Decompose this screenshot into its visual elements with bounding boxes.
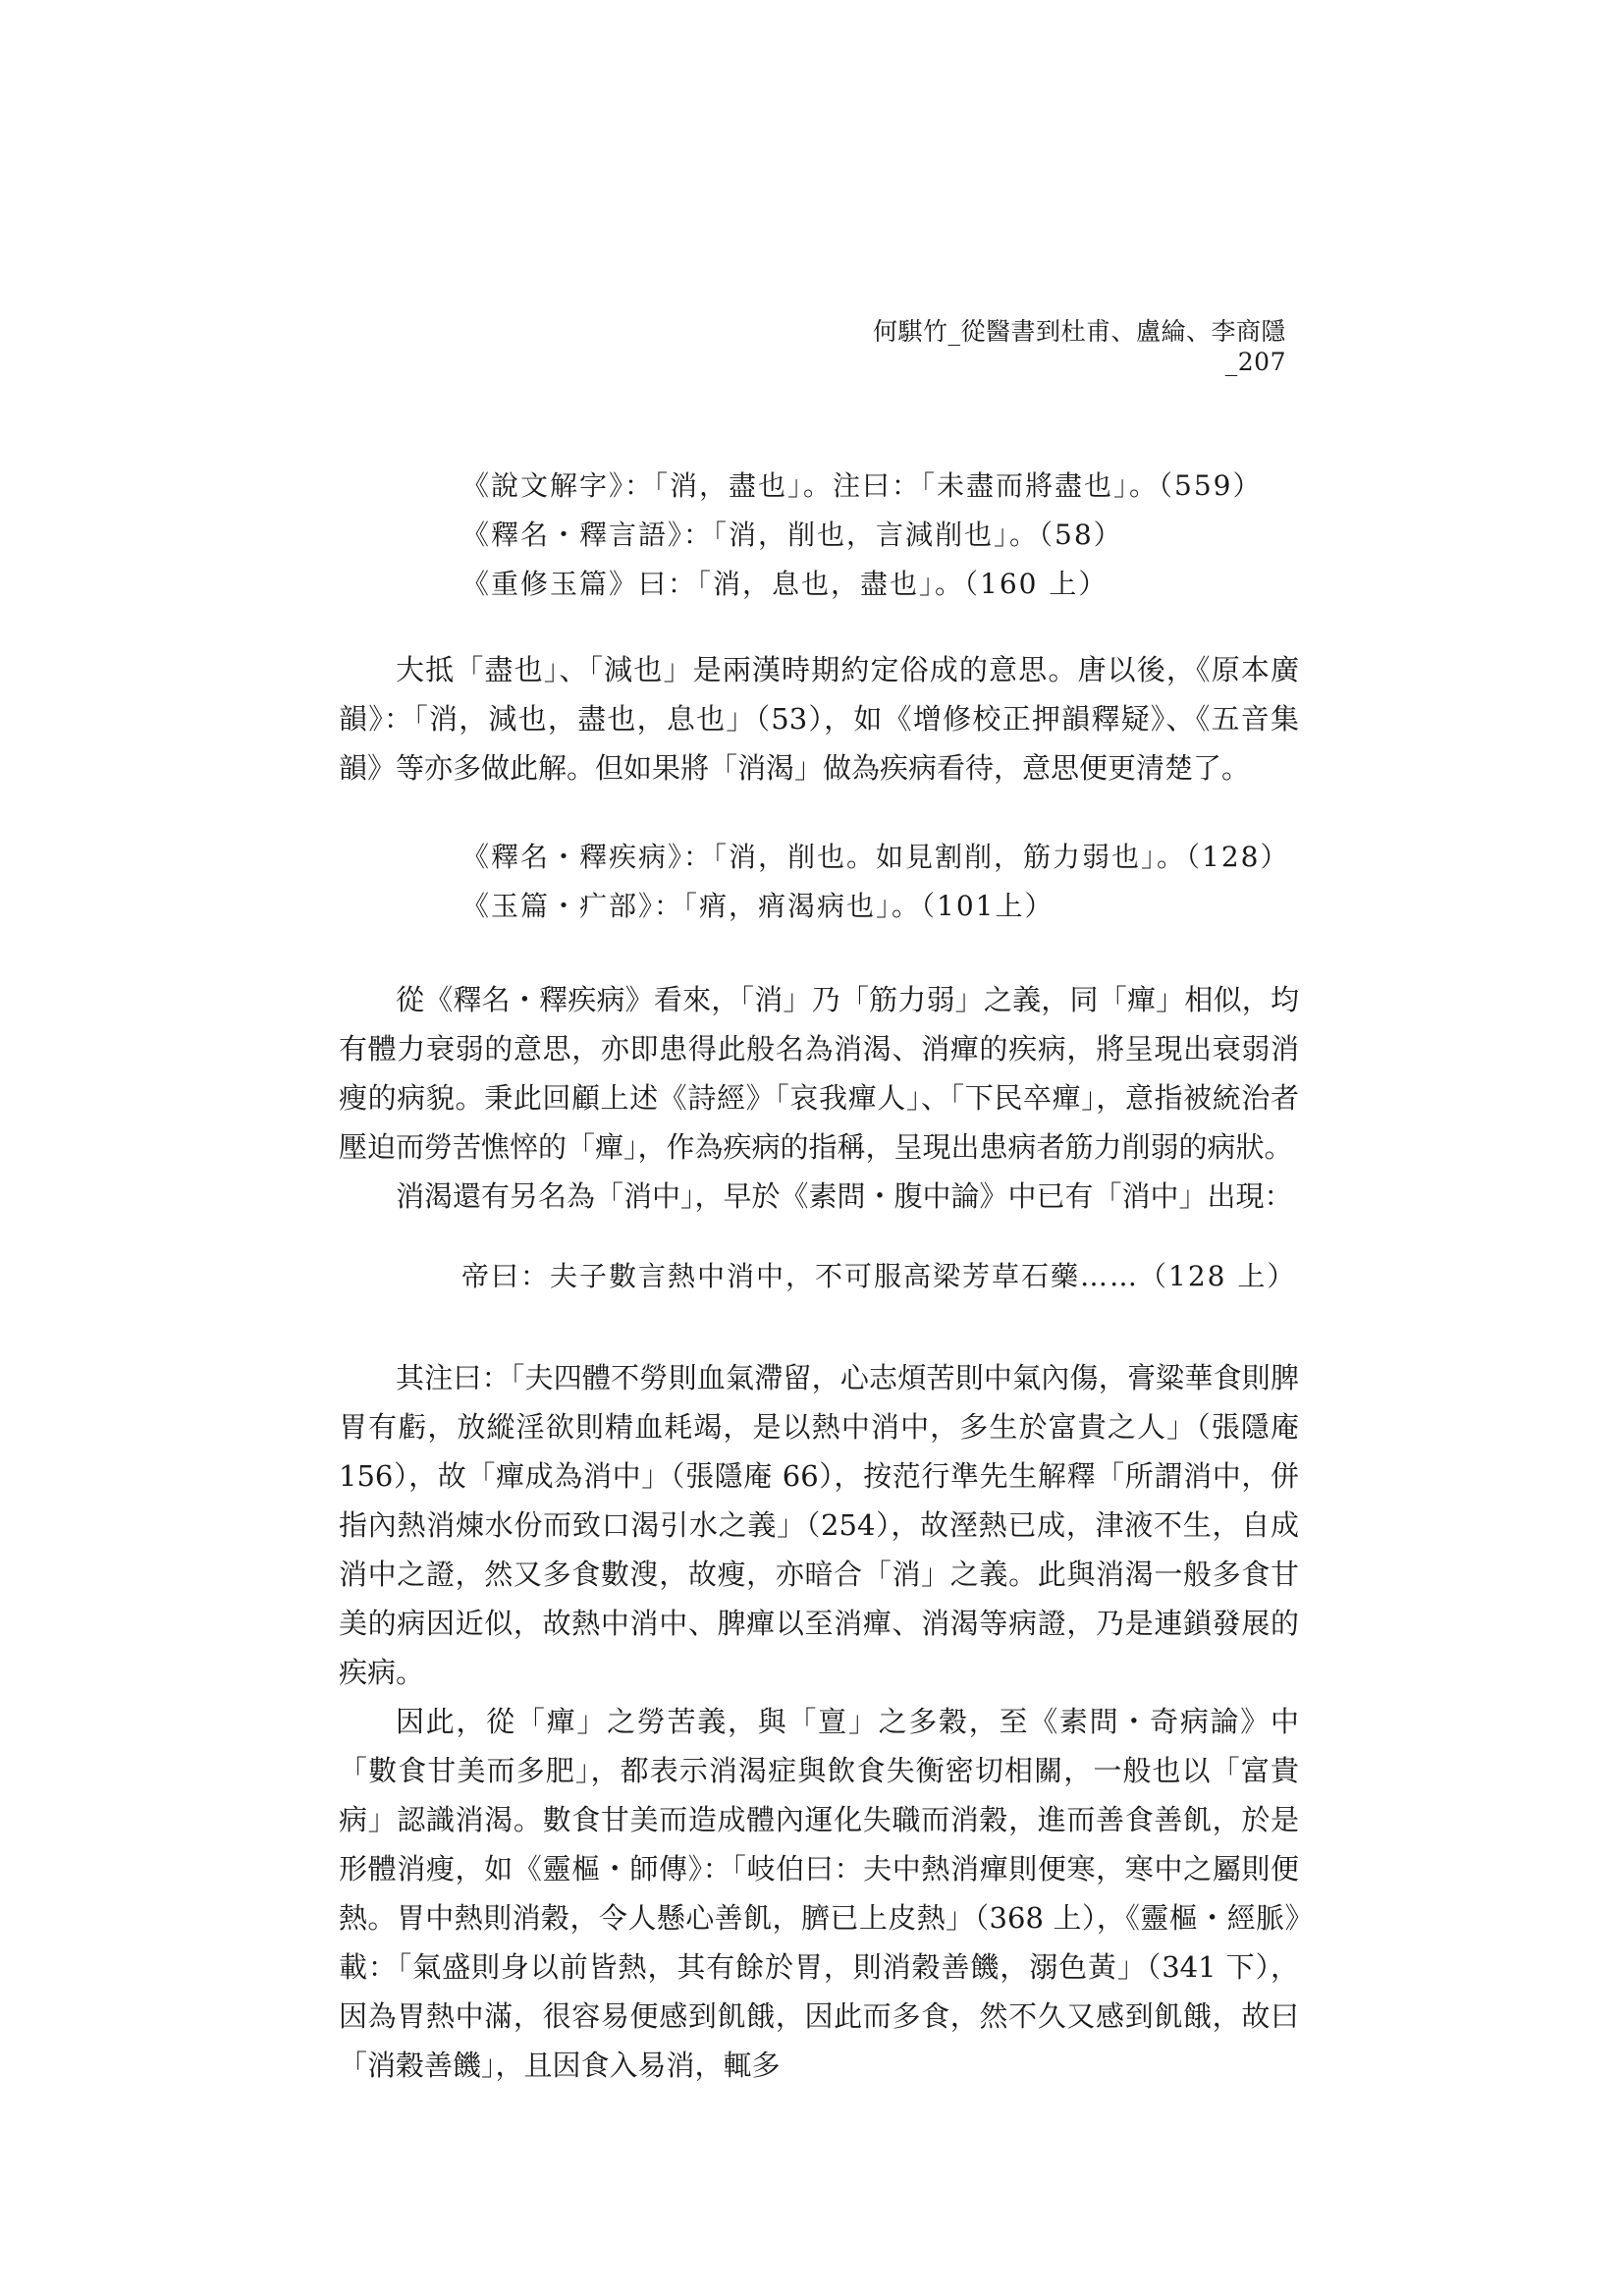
quote-line: 《釋名・釋疾病》：「消，削也。如見割削，筋力弱也」。（128） bbox=[461, 841, 1290, 873]
paragraph-2 bbox=[339, 975, 1299, 1221]
paragraph-text: 消渴還有另名為「消中」，早於《素問・腹中論》中已有「消中」出現： bbox=[396, 1179, 1293, 1213]
paragraph-4 bbox=[339, 1353, 1299, 2090]
quote-line: 帝曰：夫子數言熱中消中，不可服高梁芳草石藥……（128 上） bbox=[461, 1260, 1297, 1292]
quote-line: 《說文解字》：「消，盡也」。注曰：「未盡而將盡也」。（559） bbox=[461, 469, 1263, 502]
quote-block-2 bbox=[461, 833, 1306, 931]
quote-line: 《玉篇・疒部》：「痟，痟渴病也」。（101上） bbox=[461, 890, 1055, 922]
quote-line: 《釋名・釋言語》：「消，削也，言減削也」。（58） bbox=[461, 519, 1123, 551]
quote-block-1 bbox=[461, 462, 1306, 609]
paragraph-text: 從《釋名・釋疾病》看來，「消」乃「筋力弱」之義，同「癉」相似，均有體力衰弱的意思，亦即患得此般名為消渴、消癉的疾病，將呈現出衰弱消瘦的病貌。秉此回顧上述《詩經》「哀我癉人」、「下民卒癉」，意指被統治者壓迫而勞苦憔悴的「癉」，作為疾病的指稱，呈現出患病者筋力削弱的病狀。 bbox=[339, 983, 1299, 1164]
paragraph-text: 其注曰：「夫四體不勞則血氣滯留，心志煩苦則中氣內傷，膏粱華食則脾胃有虧，放縱淫欲則精血耗竭，是以熱中消中，多生於富貴之人」（張隱庵 156），故「癉成為消中」（張隱庵 66），按范行準先生解釋「所謂消中，併指內熱消煉水份而致口渴引水之義」（254），故溼熱已成，津液不生，自成消中之證，然又多食數溲，故瘦，亦暗合「消」之義。此與消渴一般多食甘美的病因近似，故熱中消中、脾癉以至消癉、消渴等病證，乃是連鎖發展的疾病。 bbox=[339, 1361, 1299, 1689]
paragraph-text: 因此，從「癉」之勞苦義，與「亶」之多穀，至《素問・奇病論》中「數食甘美而多肥」，都表示消渴症與飲食失衡密切相關，一般也以「富貴病」認識消渴。數食甘美而造成體內運化失職而消穀，進而善食善飢，於是形體消瘦，如《靈樞・師傳》：「岐伯曰：夫中熱消癉則便寒，寒中之屬則便熱。胃中熱則消穀，令人懸心善飢，臍已上皮熱」（368 上），《靈樞・經脈》載：「氣盛則身以前皆熱，其有餘於胃，則消穀善饑，溺色黃」（341 下），因為胃熱中滿，很容易便感到飢餓，因此而多食，然不久又感到飢餓，故曰「消穀善饑」，且因食入易消，輒多 bbox=[339, 1705, 1299, 2082]
quote-line: 《重修玉篇》曰：「消，息也，盡也」。（160 上） bbox=[461, 568, 1109, 600]
quote-block-3 bbox=[461, 1252, 1306, 1301]
running-header: 何騏竹_從醫書到杜甫、盧綸、李商隱_207 bbox=[872, 317, 1286, 376]
paragraph-1 bbox=[339, 645, 1299, 793]
paragraph-text: 大抵「盡也」、「減也」是兩漢時期約定俗成的意思。唐以後，《原本廣韻》：「消，減也，盡也，息也」（53），如《增修校正押韻釋疑》、《五音集韻》等亦多做此解。但如果將「消渴」做為疾病看待，意思便更清楚了。 bbox=[339, 653, 1299, 785]
